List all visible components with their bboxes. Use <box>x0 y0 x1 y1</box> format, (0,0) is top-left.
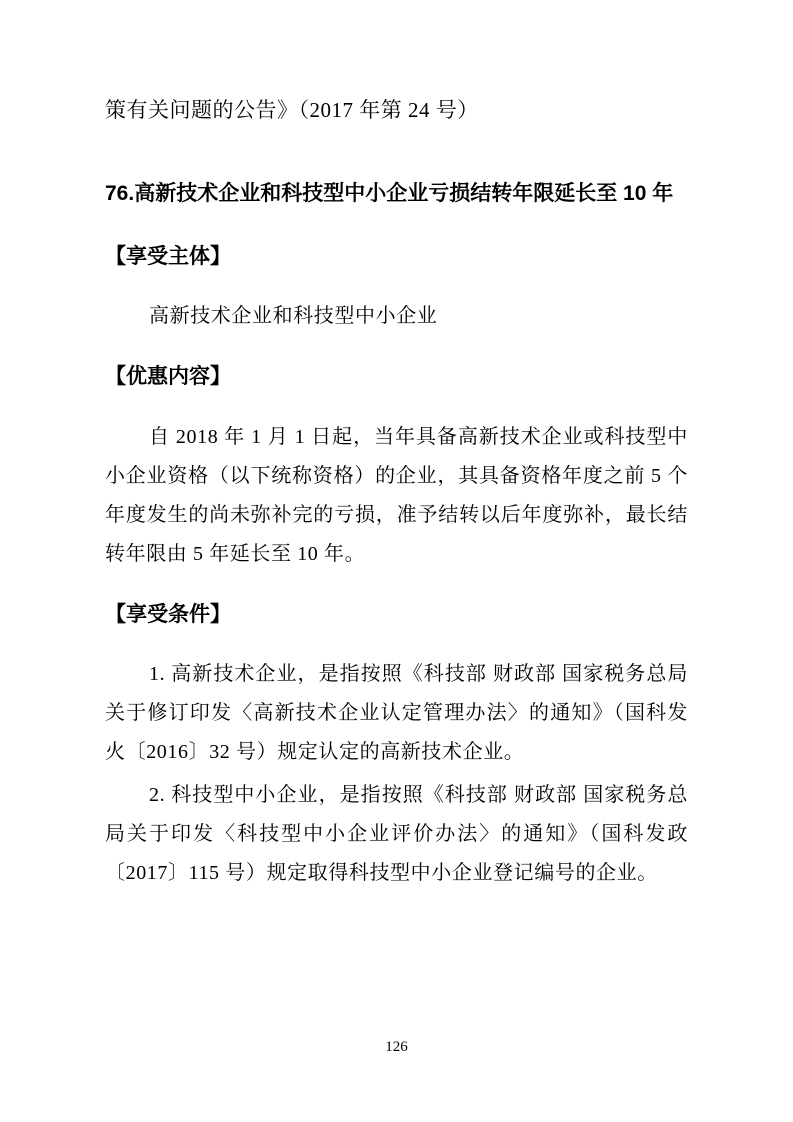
page-number: 126 <box>385 1039 408 1055</box>
benefit-heading: 【优惠内容】 <box>105 365 231 389</box>
section-title-text: 高新技术企业和科技型中小企业亏损结转年限延长至 10 年 <box>134 181 674 205</box>
section-title <box>105 179 688 208</box>
section-number: 76. <box>105 181 135 205</box>
benefit-paragraph: 自 2018 年 1 月 1 日起，当年具备高新技术企业或科技型中小企业资格（以下统称资格）的企业，其具备资格年度之前 5 个年度发生的尚未弥补完的亏损，准予结转以后年度弥补，最长结转年限由 5 年延长至 10 年。 <box>105 425 688 565</box>
subject-paragraph: 高新技术企业和科技型中小企业 <box>149 305 438 328</box>
continued-paragraph: 策有关问题的公告》（2017 年第 24 号） <box>105 98 479 122</box>
conditions-heading: 【享受条件】 <box>105 602 231 626</box>
condition-paragraph-2: 2. 科技型中小企业，是指按照《科技部 财政部 国家税务总局关于印发〈科技型中小企业评价办法〉的通知》（国科发政〔2017〕115 号）规定取得科技型中小企业登记编号的企业。 <box>105 784 688 885</box>
condition-paragraph-1: 1. 高新技术企业，是指按照《科技部 财政部 国家税务总局关于修订印发〈高新技术企业认定管理办法〉的通知》（国科发火〔2016〕32 号）规定认定的高新技术企业。 <box>105 663 688 764</box>
subject-heading: 【享受主体】 <box>105 244 231 268</box>
